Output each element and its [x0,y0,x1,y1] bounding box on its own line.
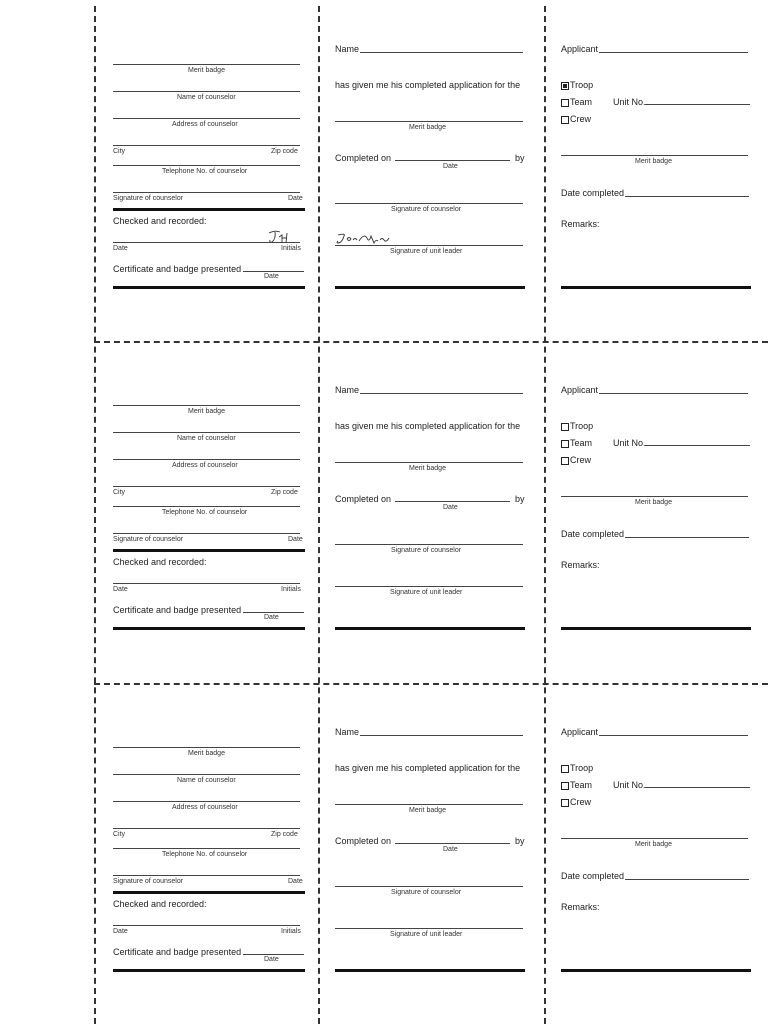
counselor-name-caption: Name of counselor [177,94,236,101]
right-merit-badge-line[interactable] [561,496,748,497]
middle-merit-badge-caption: Merit badge [409,807,446,814]
certificate-date-caption: Date [264,273,279,280]
by-label: by [515,494,525,504]
by-label: by [515,153,525,163]
troop-checkbox[interactable] [561,82,569,90]
checked-date-caption: Date [113,586,128,593]
telephone-caption: Telephone No. of counselor [162,851,248,858]
city-caption: City [113,831,126,838]
unit-no-label: Unit No. [613,780,646,790]
crew-label: Crew [570,797,592,807]
date-completed-line[interactable] [625,196,749,197]
troop-label: Troop [570,763,594,773]
counselor-name-caption: Name of counselor [177,777,236,784]
applicant-label: Applicant [561,44,599,54]
applicant-line[interactable] [599,52,748,53]
applicant-line[interactable] [599,735,748,736]
crew-label: Crew [570,114,592,124]
team-label: Team [570,780,593,790]
middle-merit-badge-caption: Merit badge [409,465,446,472]
applicant-section [0,0,768,341]
completed-on-label: Completed on [335,836,392,846]
applicant-label: Applicant [561,385,599,395]
date-completed-line[interactable] [625,879,749,880]
troop-label: Troop [570,421,594,431]
name-label: Name [335,44,360,54]
unit-no-label: Unit No. [613,438,646,448]
team-checkbox[interactable] [561,440,569,448]
zip-code-caption: Zip code [271,831,298,838]
unit-no-line[interactable] [645,104,750,105]
completed-date-caption: Date [443,163,458,170]
counselor-address-caption: Address of counselor [172,462,238,469]
telephone-caption: Telephone No. of counselor [162,509,248,516]
applicant-label: Applicant [561,727,599,737]
applicant-section [0,341,768,682]
merit-badge-caption: Merit badge [188,67,225,74]
given-application-text: has given me his completed application for the [335,421,521,431]
signature-date-caption: Date [288,536,303,543]
name-label: Name [335,385,360,395]
certificate-date-caption: Date [264,956,279,963]
unit-no-line[interactable] [645,787,750,788]
merit-badge-caption: Merit badge [188,408,225,415]
team-label: Team [570,97,593,107]
middle-counselor-signature-caption: Signature of counselor [391,206,462,213]
city-caption: City [113,148,126,155]
right-bottom-rule [561,627,751,630]
counselor-signature-caption: Signature of counselor [113,536,184,543]
troop-checkbox[interactable] [561,423,569,431]
applicant-line[interactable] [599,393,748,394]
certificate-presented-label: Certificate and badge presented [113,264,242,274]
right-bottom-rule [561,286,751,289]
telephone-caption: Telephone No. of counselor [162,168,248,175]
counselor-signature-caption: Signature of counselor [113,878,184,885]
unit-leader-signature-caption: Signature of unit leader [390,931,463,938]
certificate-presented-label: Certificate and badge presented [113,947,242,957]
counselor-address-caption: Address of counselor [172,121,238,128]
checked-recorded-label: Checked and recorded: [113,899,207,909]
zip-code-caption: Zip code [271,489,298,496]
counselor-signature-caption: Signature of counselor [113,195,184,202]
checked-recorded-label: Checked and recorded: [113,216,207,226]
crew-checkbox[interactable] [561,457,569,465]
team-label: Team [570,438,593,448]
remarks-label: Remarks: [561,902,600,912]
completed-on-label: Completed on [335,153,392,163]
date-completed-label: Date completed [561,529,625,539]
completed-date-caption: Date [443,846,458,853]
unit-leader-signature-caption: Signature of unit leader [390,248,463,255]
unit-no-line[interactable] [645,445,750,446]
signature-date-caption: Date [288,195,303,202]
date-completed-line[interactable] [625,537,749,538]
zip-code-caption: Zip code [271,148,298,155]
by-label: by [515,836,525,846]
name-label: Name [335,727,360,737]
unit-no-label: Unit No. [613,97,646,107]
completed-on-label: Completed on [335,494,392,504]
crew-label: Crew [570,455,592,465]
troop-label: Troop [570,80,594,90]
crew-checkbox[interactable] [561,116,569,124]
checked-date-caption: Date [113,245,128,252]
signature-date-caption: Date [288,878,303,885]
merit-badge-caption: Merit badge [188,750,225,757]
checked-date-caption: Date [113,928,128,935]
counselor-address-caption: Address of counselor [172,804,238,811]
initials-caption: Initials [281,586,301,593]
initials-caption: Initials [281,928,301,935]
city-caption: City [113,489,126,496]
certificate-date-caption: Date [264,614,279,621]
right-bottom-rule [561,969,751,972]
applicant-section [0,683,768,1024]
crew-checkbox[interactable] [561,799,569,807]
application-card-row-3 [0,683,768,1024]
certificate-presented-label: Certificate and badge presented [113,605,242,615]
unit-leader-signature-caption: Signature of unit leader [390,589,463,596]
team-checkbox[interactable] [561,99,569,107]
right-merit-badge-caption: Merit badge [635,158,672,165]
remarks-label: Remarks: [561,219,600,229]
given-application-text: has given me his completed application for the [335,763,521,773]
checked-recorded-label: Checked and recorded: [113,557,207,567]
right-merit-badge-line[interactable] [561,838,748,839]
initials-caption: Initials [281,245,301,252]
date-completed-label: Date completed [561,871,625,881]
remarks-label: Remarks: [561,560,600,570]
application-card-row-2 [0,341,768,682]
middle-counselor-signature-caption: Signature of counselor [391,889,462,896]
right-merit-badge-caption: Merit badge [635,499,672,506]
counselor-name-caption: Name of counselor [177,435,236,442]
middle-merit-badge-caption: Merit badge [409,124,446,131]
middle-counselor-signature-caption: Signature of counselor [391,547,462,554]
right-merit-badge-caption: Merit badge [635,841,672,848]
troop-checkbox[interactable] [561,765,569,773]
right-merit-badge-line[interactable] [561,155,748,156]
team-checkbox[interactable] [561,782,569,790]
application-card-row-1 [0,0,768,341]
completed-date-caption: Date [443,504,458,511]
date-completed-label: Date completed [561,188,625,198]
given-application-text: has given me his completed application for the [335,80,521,90]
